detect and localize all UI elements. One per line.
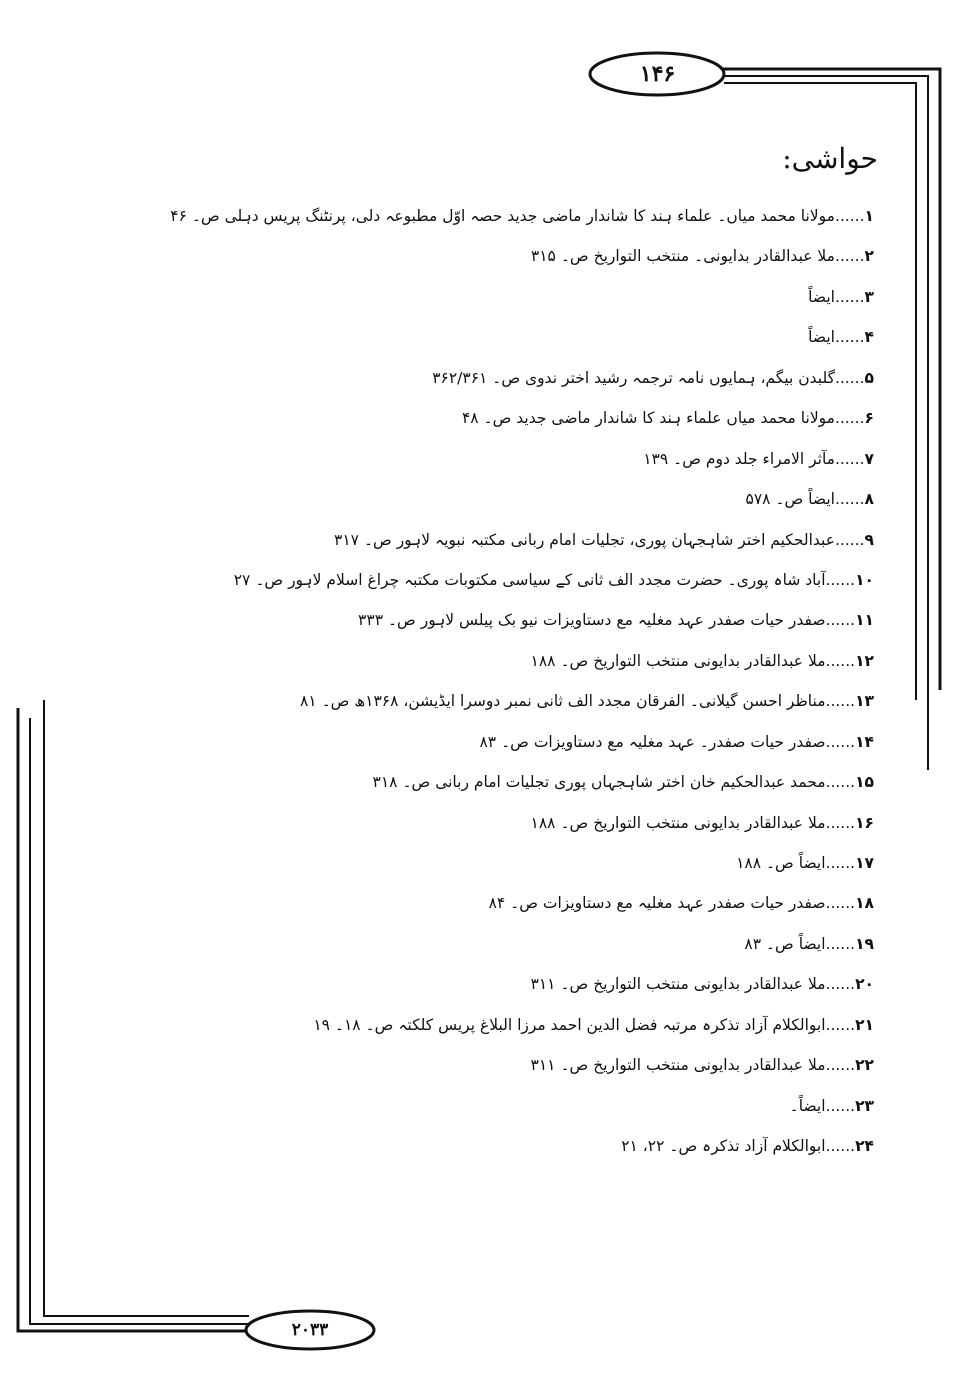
footnote-number: ۱۹ xyxy=(855,934,874,953)
footnote-number: ۱۲ xyxy=(855,651,874,670)
footnote-item xyxy=(214,600,874,640)
leader-dots: ...... xyxy=(825,934,856,953)
footnote-text: ملا عبدالقادر بدایونی۔ منتخب التواریخ ص۔ ۳۱۵ xyxy=(530,247,835,266)
leader-dots: ...... xyxy=(825,773,856,792)
leader-dots: ...... xyxy=(834,368,865,387)
footnote-item xyxy=(214,277,874,317)
footnote-text: صفدر حیات صفدر۔ عہد مغلیہ مع دستاویزات ص۔ ۸۳ xyxy=(479,732,826,751)
footnote-number: ۱۰ xyxy=(855,570,874,589)
footnote-number: ۲۰ xyxy=(855,975,874,994)
leader-dots: ...... xyxy=(825,975,856,994)
footnote-number: ۹ xyxy=(864,530,874,549)
footnote-item xyxy=(214,560,874,600)
footnote-text: ملا عبدالقادر بدایونی منتخب التواریخ ص۔ ۱۸۸ xyxy=(530,651,826,670)
footnote-number: ۶ xyxy=(864,409,874,428)
leader-dots: ...... xyxy=(825,651,856,670)
footer-code: ۲۰۳۳ xyxy=(291,1320,329,1340)
footnote-number: ۱۶ xyxy=(855,813,874,832)
footnote-item xyxy=(214,1005,874,1045)
leader-dots: ...... xyxy=(825,611,856,630)
footnote-number: ۲ xyxy=(864,247,874,266)
footnote-text: گلبدن بیگم، ہمایوں نامہ ترجمہ رشید اختر ندوی ص۔ ۳۶۲/۳۶۱ xyxy=(432,368,835,387)
footnote-item xyxy=(214,520,874,560)
footnote-number: ۲۲ xyxy=(855,1056,874,1075)
footnote-item xyxy=(214,762,874,802)
footnote-text: مولانا محمد میاں علماء ہند کا شاندار ماضی جدید ص۔ ۴۸ xyxy=(461,409,835,428)
leader-dots: ...... xyxy=(825,1096,856,1115)
footnote-item xyxy=(214,1045,874,1085)
footnote-text: مآثر الامراء جلد دوم ص۔ ۱۳۹ xyxy=(643,449,835,468)
footnote-text: مولانا محمد میاں۔ علماء ہند کا شاندار ماضی جدید حصہ اوّل مطبوعہ دلی، پرنٹنگ پریس دہلی ص۔ ۴۶ xyxy=(170,207,835,225)
footnote-text: آباد شاہ پوری۔ حضرت مجدد الف ثانی کے سیاسی مکتوبات مکتبہ چراغ اسلام لاہور ص۔ ۲۷ xyxy=(233,570,826,589)
leader-dots: ...... xyxy=(825,1015,856,1034)
leader-dots: ...... xyxy=(834,207,865,225)
leader-dots: ...... xyxy=(825,854,856,872)
footnote-text: محمد عبدالحکیم خان اختر شاہجہاں پوری تجلیات امام ربانی ص۔ ۳۱۸ xyxy=(372,773,826,792)
footnote-number: ۲۴ xyxy=(855,1137,874,1156)
footnote-number: ۸ xyxy=(864,490,874,509)
footnote-item xyxy=(214,317,874,357)
footnote-item xyxy=(214,439,874,479)
footnote-number: ۱۵ xyxy=(855,773,874,792)
footnote-text: ایضاً ص۔ ۸۳ xyxy=(744,934,826,953)
footnote-text: ملا عبدالقادر بدایونی منتخب التواریخ ص۔ ۳۱۱ xyxy=(530,1056,826,1075)
leader-dots: ...... xyxy=(825,813,856,832)
footnote-item xyxy=(214,681,874,721)
footnote-text: ایضاً ص۔ ۵۷۸ xyxy=(745,490,835,509)
footnote-number: ۱ xyxy=(864,207,874,225)
leader-dots: ...... xyxy=(834,287,865,306)
footnote-item xyxy=(214,883,874,923)
footnote-number: ۴ xyxy=(864,328,874,347)
footnote-text: ابوالکلام آزاد تذکرہ مرتبہ فضل الدین احمد مرزا البلاغ پریس کلکتہ ص۔ ۱۸۔ ۱۹ xyxy=(313,1015,826,1034)
leader-dots: ...... xyxy=(834,490,865,509)
leader-dots: ...... xyxy=(825,1137,856,1156)
footnote-number: ۲۱ xyxy=(855,1015,874,1034)
footnote-item xyxy=(214,641,874,681)
leader-dots: ...... xyxy=(825,1056,856,1075)
leader-dots: ...... xyxy=(834,530,865,549)
footnote-item xyxy=(214,398,874,438)
leader-dots: ...... xyxy=(825,570,856,589)
leader-dots: ...... xyxy=(825,692,856,711)
footnote-text: ایضاً xyxy=(808,328,835,347)
leader-dots: ...... xyxy=(834,449,865,468)
leader-dots: ...... xyxy=(834,328,865,347)
footnote-number: ۷ xyxy=(864,449,874,468)
footnote-number: ۳ xyxy=(864,287,874,306)
footnotes-list xyxy=(170,196,874,1167)
footnote-text: ابوالکلام آزاد تذکرہ ص۔ ۲۲، ۲۱ xyxy=(621,1137,826,1156)
footnote-number: ۱۱ xyxy=(855,611,874,630)
footnote-number: ۱۷ xyxy=(855,854,874,872)
footnote-text: عبدالحکیم اختر شاہجہان پوری، تجلیات امام ربانی مکتبہ نبویہ لاہور ص۔ ۳۱۷ xyxy=(334,530,835,549)
footnote-number: ۱۴ xyxy=(855,732,874,751)
footnote-item xyxy=(214,843,874,883)
footnote-item xyxy=(214,358,874,398)
footnote-text: صفدر حیات صفدر عہد مغلیہ مع دستاویزات نیو بک پیلس لاہور ص۔ ۳۳۳ xyxy=(358,611,826,630)
footnote-number: ۱۳ xyxy=(855,692,874,711)
footnote-item xyxy=(214,722,874,762)
footnote-text: ملا عبدالقادر بدایونی منتخب التواریخ ص۔ ۳۱۱ xyxy=(530,975,826,994)
footnote-number: ۱۸ xyxy=(855,894,874,913)
footnote-item xyxy=(214,964,874,1004)
footnote-item xyxy=(214,236,874,276)
leader-dots: ...... xyxy=(834,409,865,428)
leader-dots: ...... xyxy=(834,247,865,266)
footnote-text: ایضاً ص۔ ۱۸۸ xyxy=(736,854,826,872)
footnote-text: صفدر حیات صفدر عہد مغلیہ مع دستاویزات ص۔ ۸۴ xyxy=(488,894,826,913)
footnote-text: مناظر احسن گیلانی۔ الفرقان مجدد الف ثانی نمبر دوسرا ایڈیشن، ۱۳۶۸ھ ص۔ ۸۱ xyxy=(299,692,826,711)
footnote-text: ایضاً xyxy=(808,287,835,306)
footnote-item xyxy=(214,479,874,519)
leader-dots: ...... xyxy=(825,894,856,913)
footnote-item xyxy=(170,196,874,236)
footnotes-heading: حواشی: xyxy=(782,142,878,175)
footnote-item xyxy=(214,1126,874,1166)
footnote-item xyxy=(214,1086,874,1126)
leader-dots: ...... xyxy=(825,732,856,751)
page-number: ۱۴۶ xyxy=(639,61,676,87)
footnote-number: ۲۳ xyxy=(855,1096,874,1115)
footnote-number: ۵ xyxy=(864,368,874,387)
footnote-item xyxy=(214,924,874,964)
footnote-item xyxy=(214,803,874,843)
footnote-text: ایضاً۔ xyxy=(789,1096,826,1115)
footnote-text: ملا عبدالقادر بدایونی منتخب التواریخ ص۔ ۱۸۸ xyxy=(530,813,826,832)
